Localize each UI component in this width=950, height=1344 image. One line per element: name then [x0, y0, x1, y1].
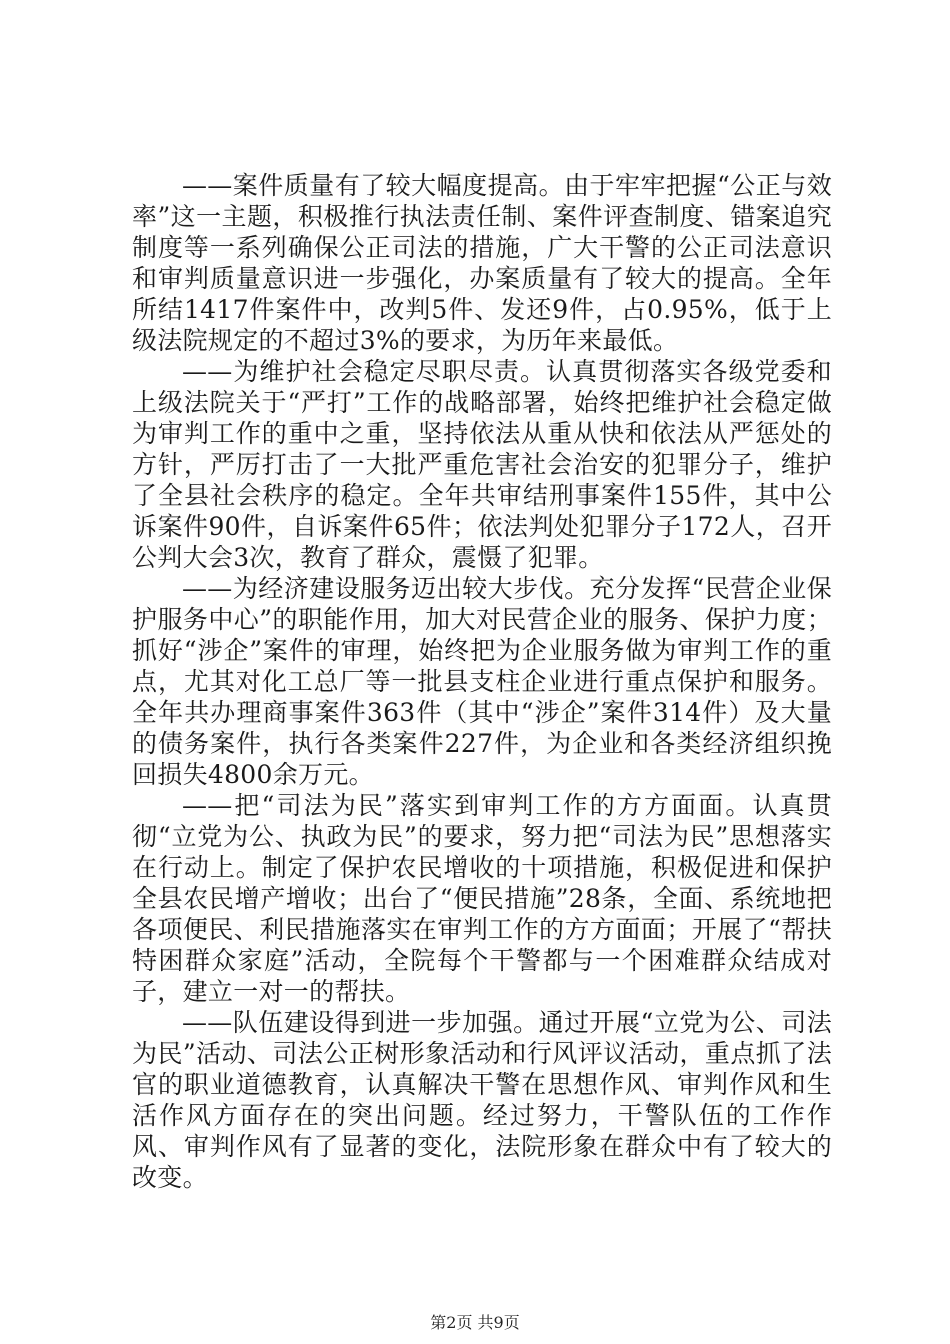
paragraph-case-quality: ——案件质量有了较大幅度提高。由于牢牢把握“公正与效率”这一主题，积极推行执法责任制、案件评查制度、错案追究制度等一系列确保公正司法的措施，广大干警的公正司法意识和审判质量意识进一步强化，办案质量有了较大的提高。全年所结1417件案件中，改判5件、发还9件，占0.95%，低于上级法院规定的不超过3%的要求，为历年来最低。	[132, 171, 832, 355]
page-number-footer: 第2页 共9页	[430, 1313, 520, 1332]
paragraph-team-building: ——队伍建设得到进一步加强。通过开展“立党为公、司法为民”活动、司法公正树形象活动和行风评议活动，重点抓了法官的职业道德教育，认真解决干警在思想作风、审判作风和生活作风方面存在的突出问题。经过努力，干警队伍的工作作风、审判作风有了显著的变化，法院形象在群众中有了较大的改变。	[132, 1008, 832, 1192]
paragraph-justice-for-people: ——把“司法为民”落实到审判工作的方方面面。认真贯彻“立党为公、执政为民”的要求，努力把“司法为民”思想落实在行动上。制定了保护农民增收的十项措施，积极促进和保护全县农民增产增收；出台了“便民措施”28条，全面、系统地把各项便民、利民措施落实在审判工作的方方面面；开展了“帮扶特困群众家庭”活动，全院每个干警都与一个困难群众结成对子，建立一对一的帮扶。	[132, 791, 832, 1006]
paragraph-social-stability: ——为维护社会稳定尽职尽责。认真贯彻落实各级党委和上级法院关于“严打”工作的战略部署，始终把维护社会稳定做为审判工作的重中之重，坚持依法从重从快和依法从严惩处的方针，严厉打击了一大批严重危害社会治安的犯罪分子，维护了全县社会秩序的稳定。全年共审结刑事案件155件，其中公诉案件90件，自诉案件65件；依法判处犯罪分子172人，召开公判大会3次，教育了群众，震慑了犯罪。	[132, 357, 832, 572]
document-body	[132, 170, 832, 1193]
paragraph-economic-service: ——为经济建设服务迈出较大步伐。充分发挥“民营企业保护服务中心”的职能作用，加大对民营企业的服务、保护力度；抓好“涉企”案件的审理，始终把为企业服务做为审判工作的重点，尤其对化工总厂等一批县支柱企业进行重点保护和服务。全年共办理商事案件363件（其中“涉企”案件314件）及大量的债务案件，执行各类案件227件，为企业和各类经济组织挽回损失4800余万元。	[132, 574, 832, 789]
